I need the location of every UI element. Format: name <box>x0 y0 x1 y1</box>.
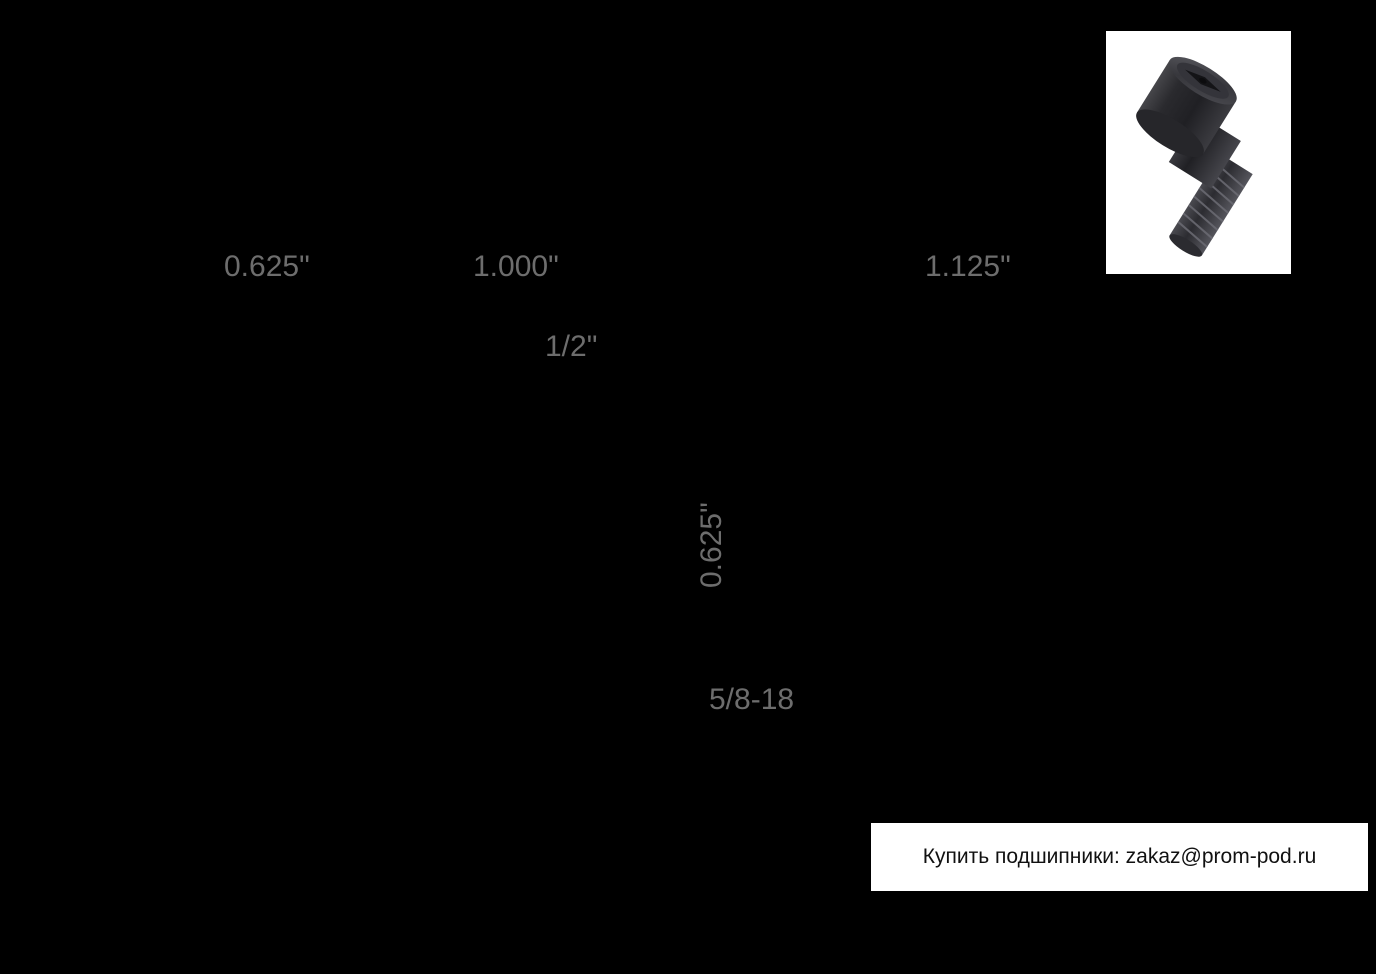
dimension-thread-size: 5/8-18 <box>709 683 795 716</box>
contact-banner-text: Купить подшипники: zakaz@prom-pod.ru <box>922 845 1317 868</box>
dimension-stud-length: 1/2" <box>545 330 598 363</box>
dimension-roller-width: 1.000" <box>473 250 559 283</box>
contact-banner[interactable] <box>871 823 1368 891</box>
product-photo <box>1106 31 1291 274</box>
cam-follower-bearing-icon <box>1106 31 1291 274</box>
dimension-head-diameter: 1.125" <box>925 250 1011 283</box>
dimension-stud-diameter: 0.625" <box>695 502 728 588</box>
dimension-roller-outside-diameter: 0.625" <box>224 250 310 283</box>
